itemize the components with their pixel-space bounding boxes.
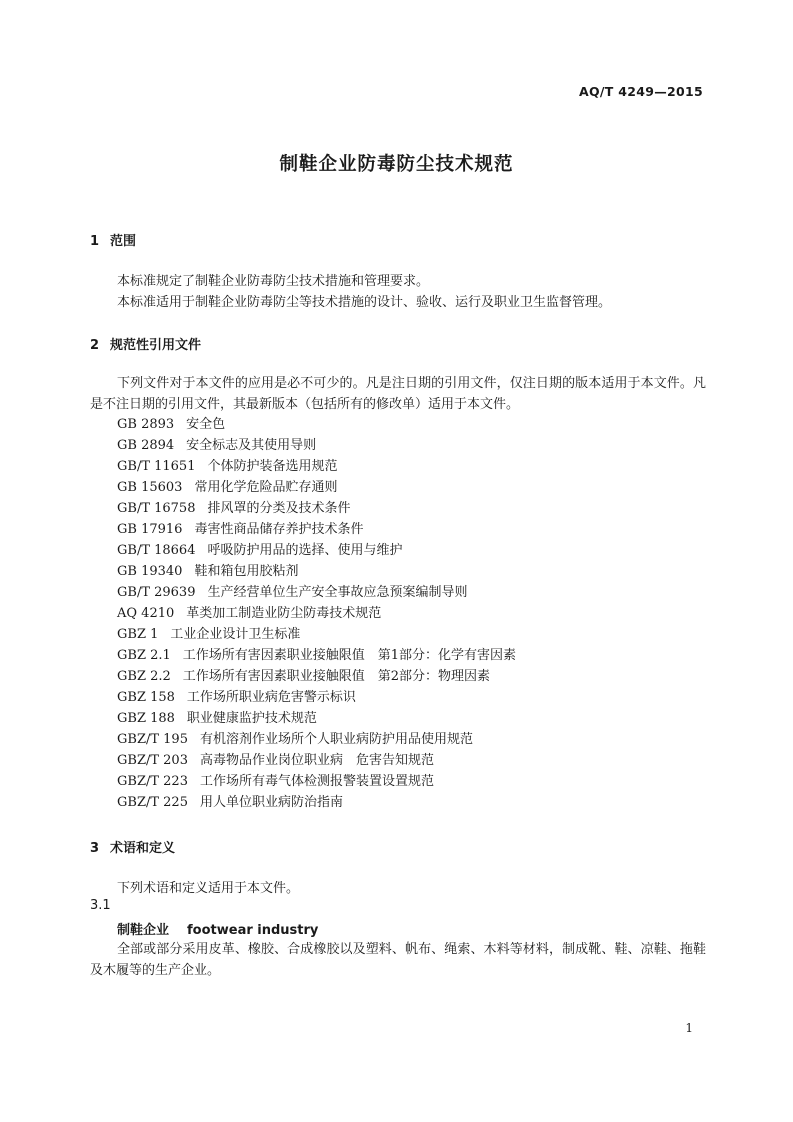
reference-name: 有机溶剂作业场所个人职业病防护用品使用规范 — [199, 732, 473, 747]
section-number: 3 — [90, 841, 100, 856]
standard-code: AQ/T 4249—2015 — [578, 84, 703, 99]
reference-item — [117, 792, 343, 813]
scope-paragraph-1: 本标准规定了制鞋企业防毒防尘技术措施和管理要求。 — [117, 274, 430, 289]
reference-name: 鞋和箱包用胶粘剂 — [194, 564, 299, 579]
reference-code: GB 15603 — [117, 480, 183, 495]
reference-item — [117, 456, 338, 477]
scope-paragraph-2: 本标准适用于制鞋企业防毒防尘等技术措施的设计、验收、运行及职业卫生监督管理。 — [117, 295, 612, 310]
reference-name: 呼吸防护用品的选择、使用与维护 — [207, 543, 403, 558]
references-intro: 下列文件对于本文件的应用是必不可少的。凡是注日期的引用文件，仅注日期的版本适用于本文件。凡是不注日期的引用文件，其最新版本（包括所有的修改单）适用于本文件。 — [90, 376, 706, 412]
reference-item — [117, 687, 356, 708]
reference-code: GB 19340 — [117, 564, 183, 579]
reference-name: 个体防护装备选用规范 — [207, 459, 338, 474]
term-number: 3.1 — [90, 898, 111, 913]
section-title: 规范性引用文件 — [110, 338, 202, 353]
reference-item — [117, 603, 381, 624]
reference-item — [117, 582, 468, 603]
section-number: 2 — [90, 338, 100, 353]
reference-name: 安全标志及其使用导则 — [186, 438, 317, 453]
reference-code: GBZ 2.1 — [117, 648, 171, 663]
reference-item — [117, 561, 298, 582]
reference-name: 工作场所有害因素职业接触限值 第2部分：物理因素 — [182, 669, 491, 684]
reference-code: GBZ 158 — [117, 690, 175, 705]
reference-name: 生产经营单位生产安全事故应急预案编制导则 — [207, 585, 468, 600]
reference-code: GB 2893 — [117, 417, 175, 432]
reference-name: 工业企业设计卫生标准 — [170, 627, 301, 642]
section-1-heading — [90, 230, 136, 249]
document-title: 制鞋企业防毒防尘技术规范 — [279, 154, 514, 175]
reference-code: GB/T 16758 — [117, 501, 196, 516]
page-number: 1 — [685, 1021, 693, 1035]
reference-item — [117, 771, 434, 792]
reference-item — [117, 645, 516, 666]
term-definition: 全部或部分采用皮革、橡胶、合成橡胶以及塑料、帆布、绳索、木料等材料，制成靴、鞋、凉鞋、拖鞋及木履等的生产企业。 — [90, 942, 706, 978]
reference-item — [117, 624, 300, 645]
reference-name: 工作场所职业病危害警示标识 — [186, 690, 356, 705]
reference-code: GB/T 29639 — [117, 585, 196, 600]
reference-code: GBZ 188 — [117, 711, 175, 726]
terms-intro: 下列术语和定义适用于本文件。 — [117, 881, 300, 896]
reference-item — [117, 750, 434, 771]
reference-code: GB 2894 — [117, 438, 175, 453]
reference-item — [117, 729, 473, 750]
reference-code: GB/T 11651 — [117, 459, 196, 474]
section-title: 范围 — [110, 234, 137, 249]
section-3-heading — [90, 837, 175, 856]
reference-item — [117, 435, 316, 456]
reference-name: 高毒物品作业岗位职业病 危害告知规范 — [199, 753, 434, 768]
reference-item — [117, 540, 403, 561]
reference-name: 职业健康监护技术规范 — [186, 711, 317, 726]
reference-code: GBZ/T 203 — [117, 753, 188, 768]
section-number: 1 — [90, 234, 100, 249]
term-entry — [117, 919, 318, 938]
term-english: footwear industry — [187, 923, 319, 938]
reference-name: 常用化学危险品贮存通则 — [194, 480, 338, 495]
reference-code: GBZ 1 — [117, 627, 159, 642]
reference-name: 革类加工制造业防尘防毒技术规范 — [186, 606, 382, 621]
reference-name: 工作场所有毒气体检测报警装置设置规范 — [199, 774, 434, 789]
reference-item — [117, 414, 225, 435]
reference-item — [117, 666, 490, 687]
reference-code: GBZ 2.2 — [117, 669, 171, 684]
reference-name: 排风罩的分类及技术条件 — [207, 501, 351, 516]
reference-code: GB/T 18664 — [117, 543, 196, 558]
term-chinese: 制鞋企业 — [117, 923, 170, 938]
reference-item — [117, 519, 363, 540]
reference-item — [117, 477, 337, 498]
section-title: 术语和定义 — [110, 841, 176, 856]
reference-code: AQ 4210 — [117, 606, 175, 621]
reference-name: 安全色 — [186, 417, 226, 432]
reference-code: GBZ/T 195 — [117, 732, 188, 747]
reference-code: GB 17916 — [117, 522, 183, 537]
reference-name: 毒害性商品储存养护技术条件 — [194, 522, 364, 537]
reference-name: 用人单位职业病防治指南 — [199, 795, 343, 810]
reference-item — [117, 498, 351, 519]
reference-item — [117, 708, 317, 729]
reference-name: 工作场所有害因素职业接触限值 第1部分：化学有害因素 — [182, 648, 517, 663]
reference-code: GBZ/T 223 — [117, 774, 188, 789]
reference-code: GBZ/T 225 — [117, 795, 188, 810]
section-2-heading — [90, 334, 201, 353]
